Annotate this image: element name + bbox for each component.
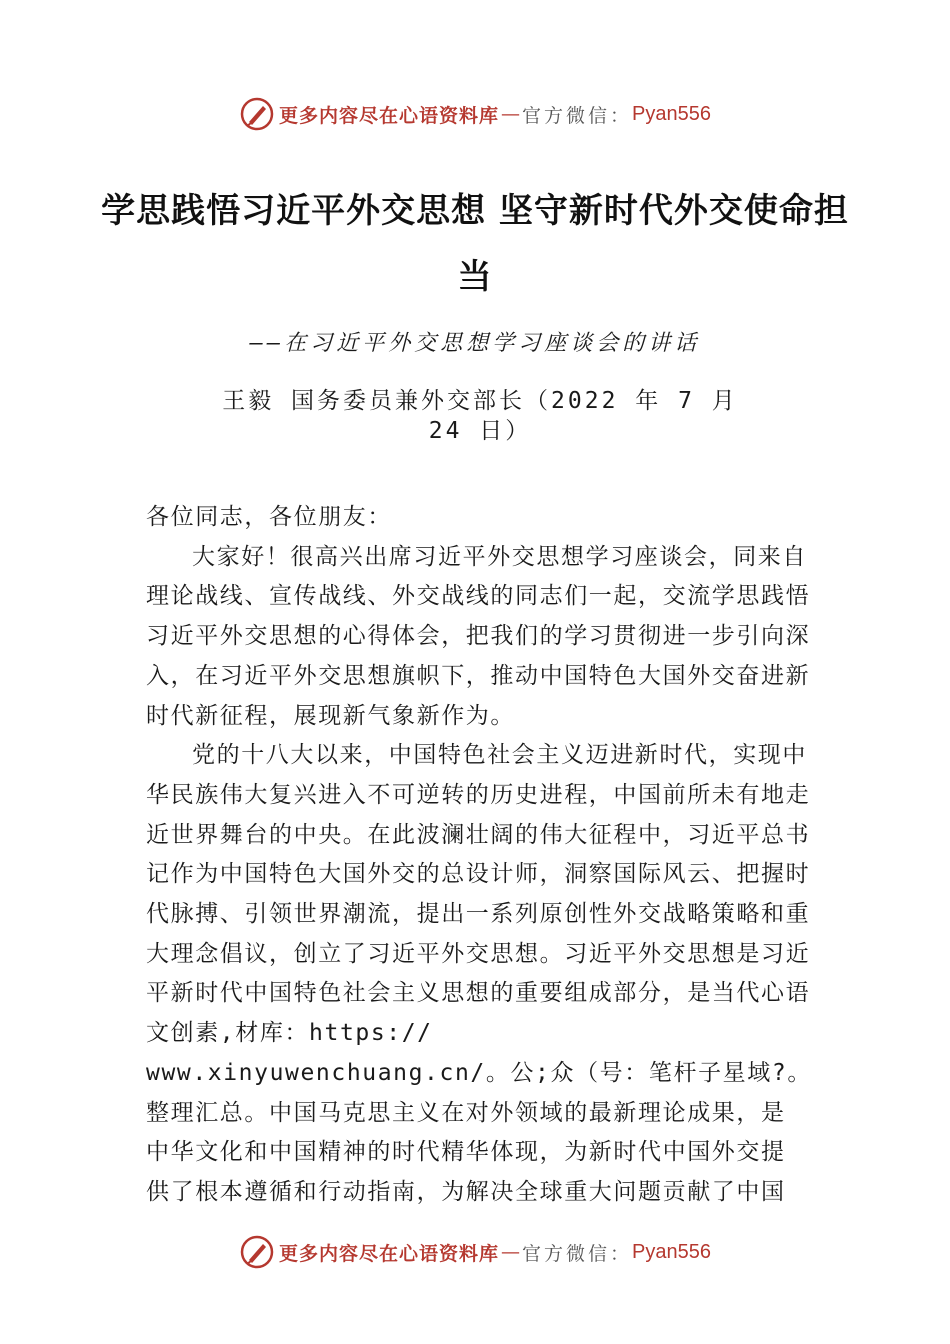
- document-title: 学思践悟习近平外交思想 坚守新时代外交使命担当: [101, 191, 849, 297]
- document-subtitle: ——在习近平外交思想学习座谈会的讲话: [249, 331, 701, 356]
- watermark-site-text: 更多内容尽在心语资料库: [279, 104, 500, 127]
- paragraph: 党的十八大以来，中国特色社会主义迈进新时代，实现中华民族伟大复兴进入不可逆转的历史进程，中国前所未有地走近世界舞台的中央。在此波澜壮阔的伟大征程中，习近平总书记作为中国特色大国外交的总设计师，洞察国际风云、把握时代脉搏、引领世界潮流，提出一系列原创性外交战略策略和重大理念倡议，创立了习近平外交思想。习近平外交思想是习近平新时代中国特色社会主义思想的重要组成部分，是当代心语文创素,材库：https://: [146, 742, 811, 1047]
- pen-logo-icon: [239, 1234, 275, 1270]
- greeting: 各位同志，各位朋友：: [146, 504, 392, 530]
- paragraph-continuation: www.xinyuwenchuang.cn/。公;众（号：笔杆子星域?。整理汇总。中国马克思主义在对外领域的最新理论成果，是 中华文化和中国精神的时代精华体现，为新时代中国外交提 供了根本遵循和行动指南，为解决全球重大问题贡献了中国: [146, 1059, 812, 1205]
- watermark-wechat-id: Pyan556: [632, 102, 711, 125]
- watermark-banner-bottom: [0, 1232, 950, 1272]
- watermark-separator: —: [501, 103, 521, 125]
- document-body: [146, 498, 818, 1213]
- watermark-wechat-id: Pyan556: [632, 1240, 711, 1263]
- paragraph: 大家好！很高兴出席习近平外交思想学习座谈会，同来自理论战线、宣传战线、外交战线的同志们一起，交流学思践悟习近平外交思想的心得体会，把我们的学习贯彻进一步引向深入，在习近平外交思想旗帜下，推动中国特色大国外交奋进新时代新征程，展现新气象新作为。: [146, 543, 811, 729]
- document-byline: 王毅 国务委员兼外交部长（2022 年 7 月 24 日）: [222, 388, 738, 444]
- watermark-separator: —: [501, 1241, 521, 1263]
- watermark-wechat-label: 官方微信：: [522, 1242, 633, 1265]
- watermark-site-text: 更多内容尽在心语资料库: [279, 1242, 500, 1265]
- watermark-wechat-label: 官方微信：: [522, 104, 633, 127]
- pen-logo-icon: [239, 96, 275, 132]
- watermark-banner-top: [0, 94, 950, 134]
